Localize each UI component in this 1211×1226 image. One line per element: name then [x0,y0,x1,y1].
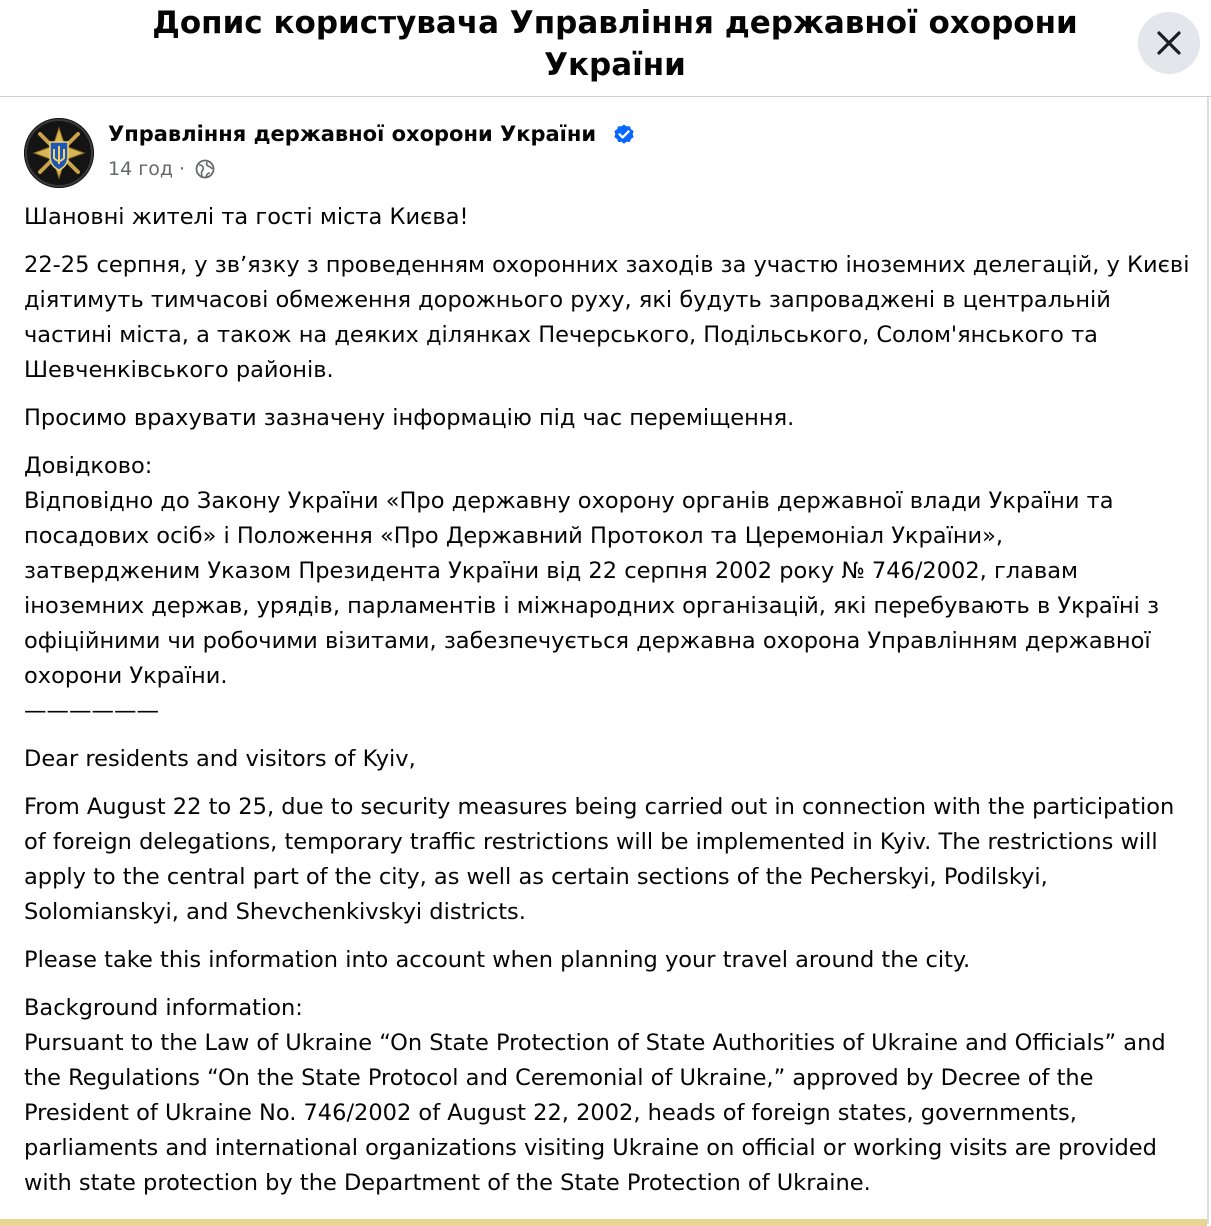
page-name-link[interactable]: Управління державної охорони України [108,122,597,146]
post-paragraph-6: From August 22 to 25, due to security measures being carried out in connection with the participation of foreign delegations, temporary traffic restrictions will be implemented in Kyiv. The restrictions will apply to the central part of the city, as well as certain sections of the Pecherskyi, Podilskyi, Solomianskyi, and Shevchenkivskyi districts. [24,794,1175,925]
post-meta [108,157,215,181]
post-paragraph-4: Довідково: Відповідно до Закону України «Про державну охорону органів державної влади України та посадових осіб» і Положення «Про Державний Протокол та Церемоніал України», затвердженим Указом Президента України від 22 серпня 2002 року № 746/2002, главам іноземних держав, урядів, парламентів і міжнародних організацій, які перебувають в Україні з офіційними чи робочими візитами, забезпечується державна охорона Управлінням державної охорони України. —————— [24,453,1160,724]
post-paragraph-5: Dear residents and visitors of Kyiv, [24,746,416,772]
dialog-title-line-1: Допис користувача Управління державної охорони [152,5,1078,41]
dialog-title [120,2,1110,86]
post-body [24,200,1206,1214]
post-paragraph-8: Background information: Pursuant to the Law of Ukraine “On State Protection of State Authorities of Ukraine and Officials” and the Regulations “On the State Protocol and Ceremonial of Ukraine,” approved by Decree of the President of Ukraine No. 746/2002 of August 22, 2002, heads of foreign states, governments, parliaments and international organizations visiting Ukraine on official or working visits are provided with state protection by the Department of the State Protection of Ukraine. [24,995,1166,1196]
globe-icon[interactable] [195,159,215,179]
verified-badge-icon [612,123,636,147]
dialog-title-line-2: України [544,47,686,83]
post-paragraph-1: Шановні жителі та гості міста Києва! [24,204,469,230]
close-button[interactable] [1138,12,1200,74]
post-paragraph-2: 22-25 серпня, у звʼязку з проведенням охоронних заходів за участю іноземних делегацій, у Києві діятимуть тимчасові обмеження дорожнього руху, які будуть запроваджені в центральній частині міста, а також на деяких ділянках Печерського, Подільського, Солом'янського та Шевченківського районів. [24,252,1190,383]
page-avatar[interactable] [24,118,94,188]
post-paragraph-7: Please take this information into account when planning your travel around the city. [24,947,971,973]
dialog-header [0,0,1211,97]
close-icon [1156,30,1182,56]
emblem-logo [24,118,94,188]
meta-separator: · [179,158,186,180]
bottom-edge [0,1219,1207,1226]
post-timestamp[interactable]: 14 год [108,158,173,180]
post-paragraph-3: Просимо врахувати зазначену інформацію під час переміщення. [24,405,795,431]
